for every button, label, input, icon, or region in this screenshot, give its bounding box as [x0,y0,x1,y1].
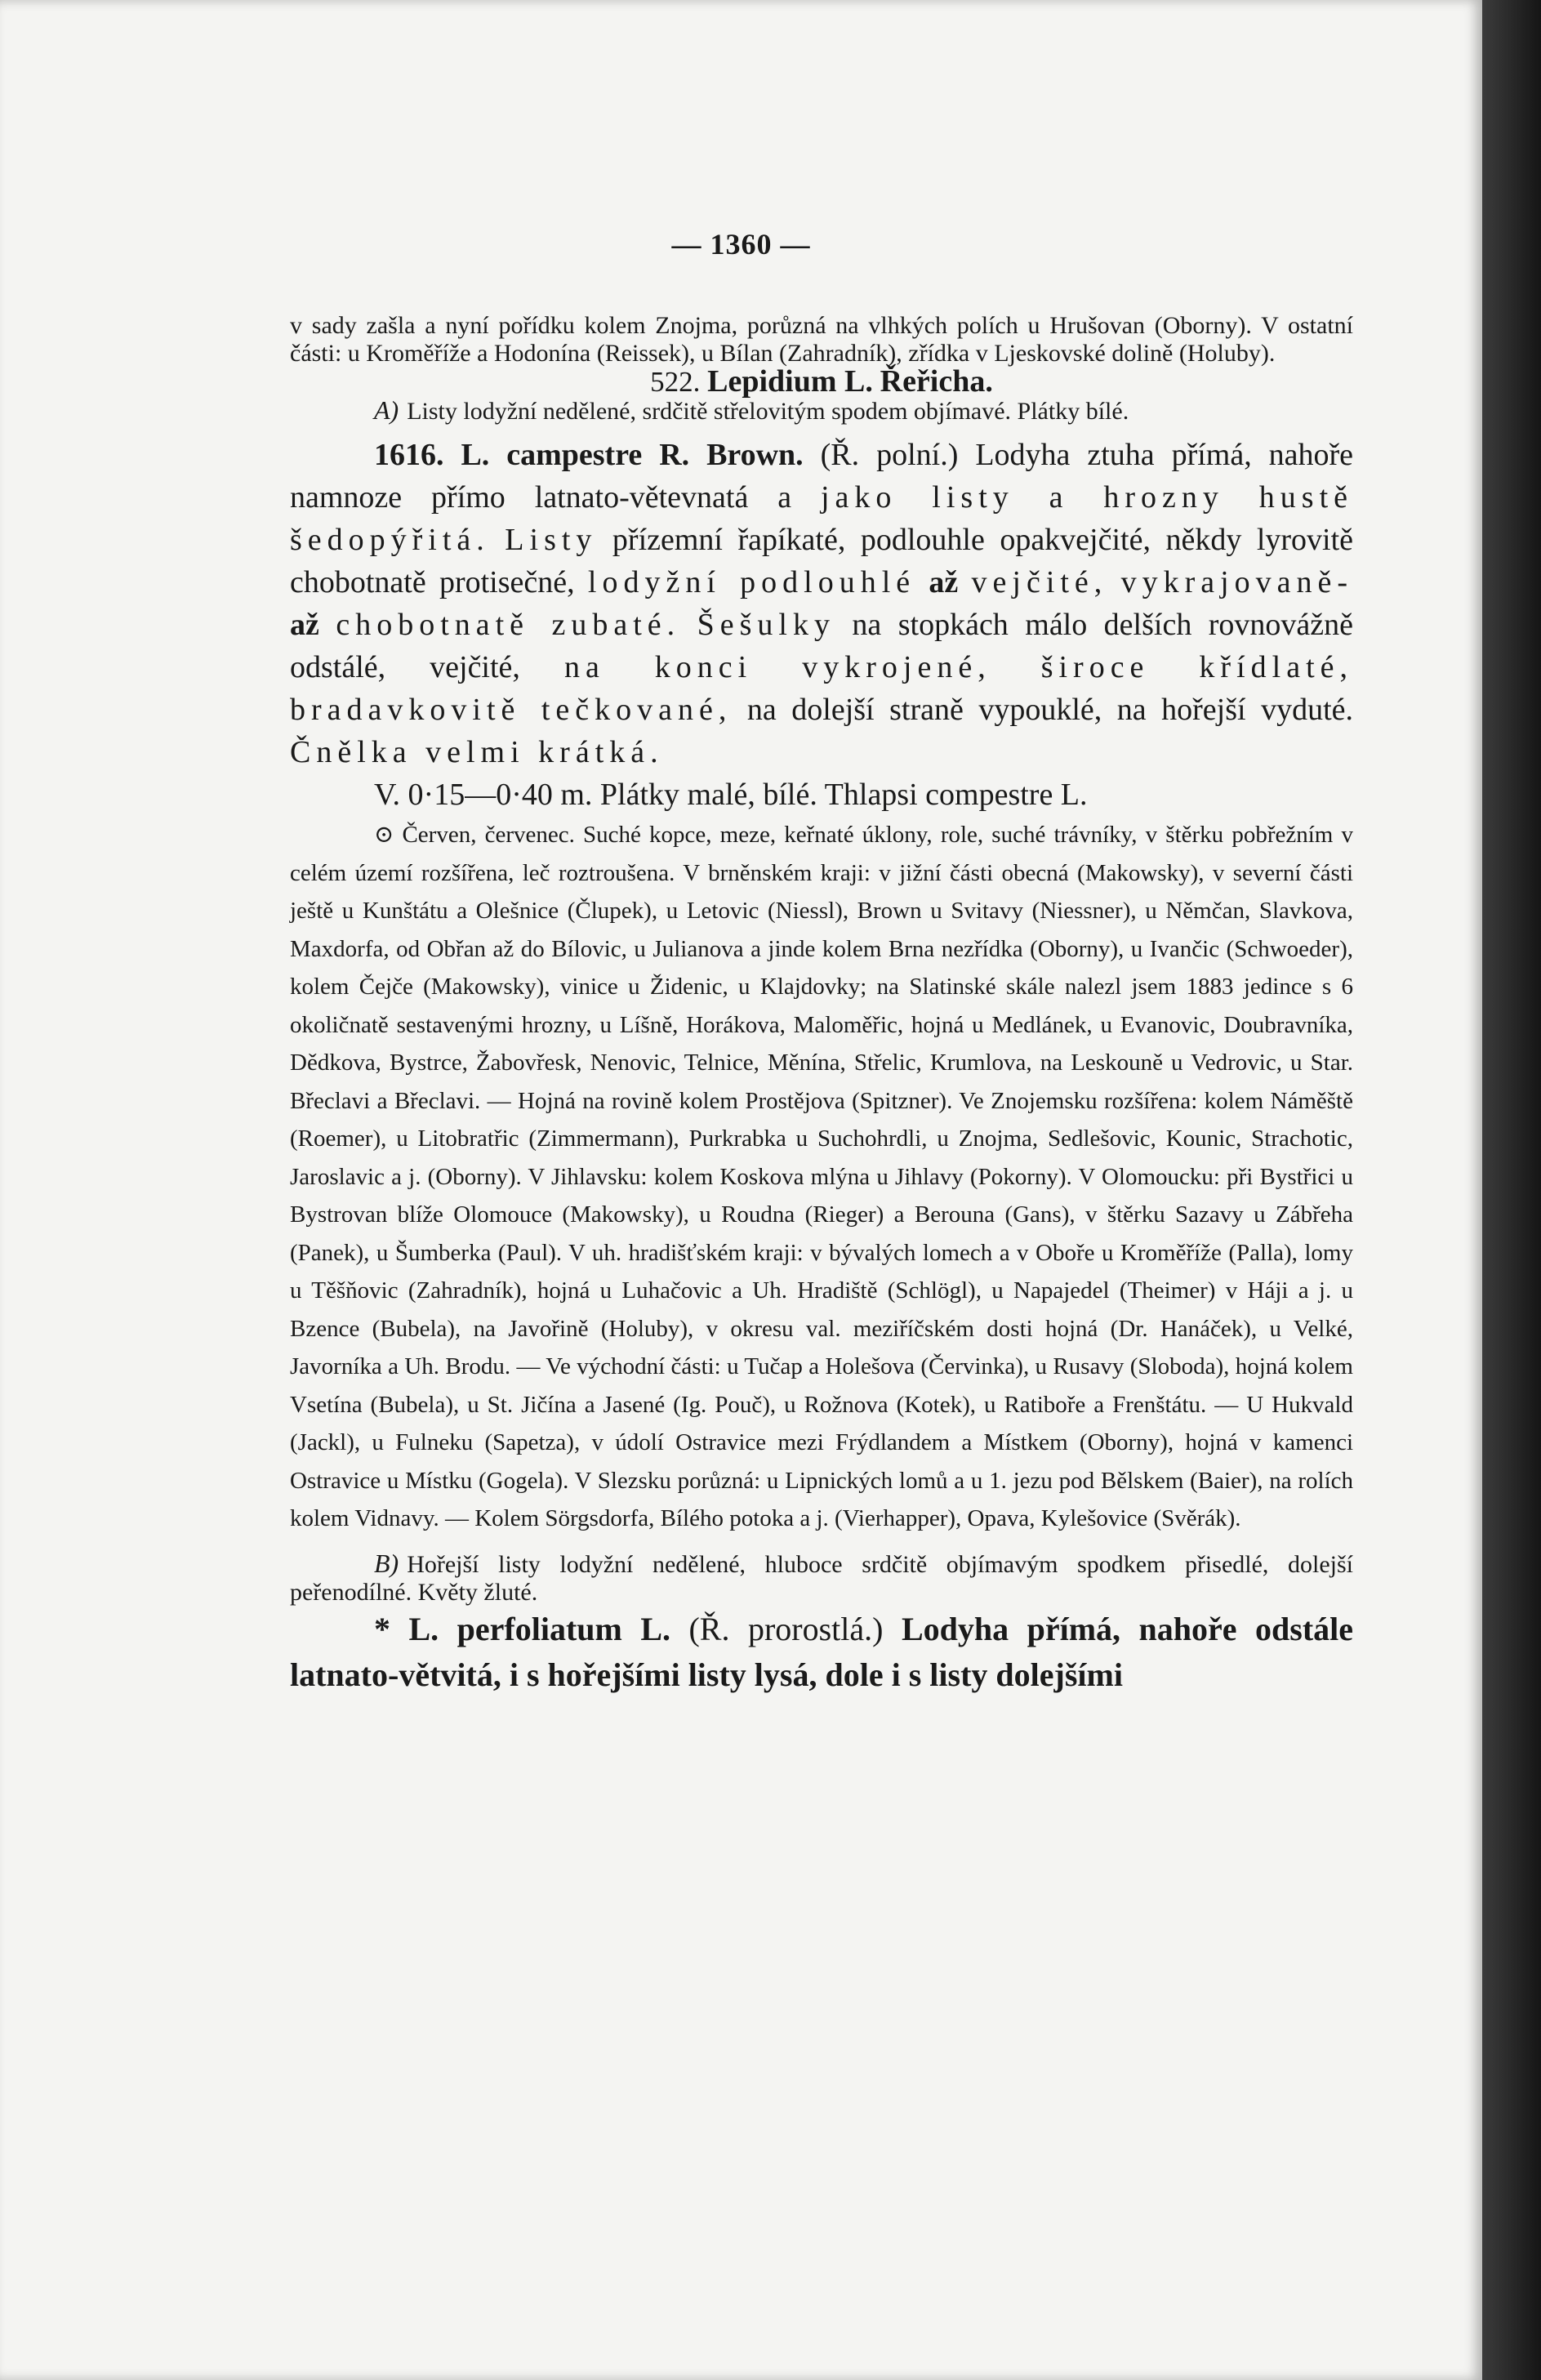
page-edge-shadow [1482,0,1541,2380]
genus-heading [290,364,1353,399]
desc-part-spaced: Šešulky [697,608,835,642]
genus-number: 522. [650,366,701,398]
desc-part-spaced: Čnělka velmi krátká. [290,735,664,769]
desc-part-spaced: Listy [505,523,598,557]
species-perfoliatum-czech-name: (Ř. prorostlá.) [688,1610,884,1647]
desc-part-spaced: chobotnatě zubaté. [336,608,681,642]
species-1616-paragraph [290,434,1353,773]
desc-part: na dolejší straně vypouklé, na hořejší vyduté. [746,693,1354,727]
distribution-paragraph: ⊙ Červen, červenec. Suché kopce, meze, keřnaté úklony, role, suché trávníky, v štěrku pobřežním v celém území rozšířena, leč roztroušena. V brněnském kraji: v jižní části obecná (Makowsky), v severní části ještě u Kunštátu a Olešnice (Člupek), u Letovic (Niessl), Brown u Svitavy (Niessner), u Němčan, Slavkova, Maxdorfa, od Obřan až do Bílovic, u Julianova a jinde kolem Brna nezřídka (Oborny), u Ivančic (Schwoeder), kolem Čejče (Makowsky), vinice u Židenic, u Klajdovky; na Slatinské skále nalezl jsem 1883 jedince s 6 okoličnatě sestavenými hrozny, u Líšně, Horákova, Maloměřic, hojná u Medlánek, u Evanovic, Doubravníka, Dědkova, Bystrce, Žabovřesk, Nenovic, Telnice, Měnína, Střelic, Krumlova, na Leskouně u Vedrovic, u Star. Břeclavi a Břeclavi. — Hojná na rovině kolem Prostějova (Spitzner). Ve Znojemsku rozšířena: kolem Náměště (Roemer), u Litobratřic (Zimmermann), Purkrabka u Suchohrdli, u Znojma, Sedlešovic, Kounic, Strachotic, Jaroslavic a j. (Oborny). V Jihlavsku: kolem Koskova mlýna u Jihlavy (Pokorny). V Olomoucku: při Bystřici u Bystrovan blíže Olomouce (Makowsky), u Roudna (Rieger) a Berouna (Gans), v štěrku Sazavy u Zábřeha (Panek), u Šumberka (Paul). V uh. hradišťském kraji: v bývalých lomech a v Oboře u Kroměříže (Palla), lomy u Těšňovic (Zahradník), hojná u Luhačovic a Uh. Hradiště (Schlögl), u Napajedel (Theimer) v Háji a j. u Bzence (Bubela), na Javořině (Holuby), v okresu val. meziříčském dosti hojná (Dr. Hanáček), u Velké, Javorníka a Uh. Brodu. — Ve východní části: u Tučap a Holešova (Červinka), u Rusavy (Sloboda), hojná kolem Vsetína (Bubela), u St. Jičína a Jasené (Ig. Pouč), u Rožnova (Kotek), u Ratiboře a Frenštátu. — U Hukvald (Jackl), u Fulneku (Sapetza), v údolí Ostravice mezi Frýdlandem a Místkem (Oborny), hojná v kamenci Ostravice u Místku (Gogela). V Slezsku porůzná: u Lipnických lomů a u 1. jezu pod Bělskem (Baier), na rolích kolem Vidnavy. — Kolem Sörgsdorfa, Bílého potoka a j. (Vierhapper), Opava, Kylešovice (Svěrák). [290,822,1353,1531]
desc-part: Lodyha ztuha přímá, nahoře namnoze přímo latnato-větevnatá a [290,438,1354,515]
section-b-text: Hořejší listy lodyžní nedělené, hluboce srdčitě objímavým spodkem přisedlé, dolejší peřenodílné. Květy žluté. [290,1550,1353,1606]
species-perfoliatum-text: Lodyha přímá, nahoře odstále latnato-větvitá, i s hořejšími listy lysá, dole i s listy dolejšími [290,1610,1354,1693]
page-number: — 1360 — [671,228,811,261]
desc-part: na stopkách málo delších rovnovážně odstálé, vejčité, [290,608,1354,684]
species-mark: * [374,1610,390,1647]
genus-czech-name: Řeřicha. [880,364,993,399]
species-1616-name: L. campestre R. Brown. [461,438,804,472]
desc-part-bold: až [290,608,319,642]
page-text [290,312,1353,1698]
species-1616-number: 1616. [374,438,444,472]
intro-paragraph: v sady zašla a nyní pořídku kolem Znojma, porůzná na vlhkých polích u Hrušovan (Oborny). V ostatní části: u Kroměříže a Hodonína (Reissek), u Bílan (Zahradník), zřídka v Ljeskovské dolině (Holuby). [290,312,1353,367]
desc-part-spaced: na konci vykrojené, široce křídlaté, bradavkovitě tečkované, [290,650,1353,727]
species-perfoliatum-name: L. perfoliatum L. [408,1610,670,1647]
desc-part-spaced: jako listy a hrozny hustě šedopýřitá. [290,480,1354,557]
section-a-text: Listy lodyžní nedělené, srdčitě střelovitým spodem objímavé. Plátky bílé. [407,398,1129,425]
desc-part-spaced: vykrajovaně- [1120,565,1354,599]
section-b [290,1549,1353,1607]
desc-part: přízemní řapíkaté, podlouhle opakvejčité, někdy lyrovitě chobotnatě protisečné, [290,523,1354,599]
desc-part-spaced: lodyžní podlouhlé [587,565,916,599]
species-1616-dimensions: V. 0·15—0·40 m. Plátky malé, bílé. Thlapsi compestre L. [374,778,1088,812]
section-a [290,396,1353,426]
desc-part-bold: až [929,565,959,599]
section-a-marker: A) [374,395,399,425]
species-1616-czech-name: (Ř. polní.) [820,438,959,472]
desc-part-spaced: vejčité, [971,565,1108,599]
species-1616-description [290,434,1353,816]
genus-name: Lepidium L. [707,364,873,399]
species-perfoliatum [290,1607,1353,1698]
section-b-marker: B) [374,1548,399,1578]
